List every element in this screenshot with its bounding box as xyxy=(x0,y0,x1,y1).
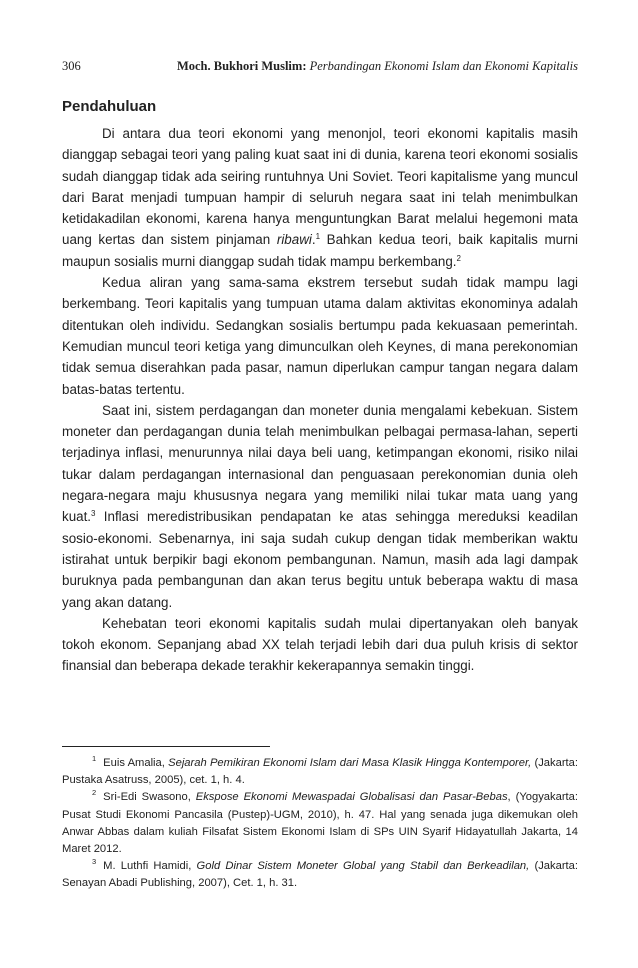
footnote-publication: (Jakarta: Pustaka Asatruss, 2005), cet. 1, h. 4. xyxy=(62,757,578,787)
footnote-author: Euis Amalia, xyxy=(103,757,169,769)
paragraph-4: Kehebatan teori ekonomi kapitalis sudah mulai dipertanyakan oleh banyak tokoh ekonom. Sepanjang abad XX telah terjadi lebih dari dua puluh krisis di sektor finansial dan beberapa dekade terakhir kekerapannya semakin tinggi. xyxy=(62,615,578,674)
footnote-divider xyxy=(62,746,270,747)
paragraph-1-period: . xyxy=(311,232,316,248)
paragraph-1 xyxy=(62,123,578,272)
footnote-title: Sejarah Pemikiran Ekonomi Islam dari Masa Klasik Hingga Kontemporer, xyxy=(168,757,532,769)
footnote-ref-3[interactable]: 3 xyxy=(91,509,96,519)
running-header xyxy=(62,59,578,77)
footnotes xyxy=(62,755,578,893)
paragraph-3 xyxy=(62,400,578,613)
paragraph-2: Kedua aliran yang sama-sama ekstrem tersebut sudah tidak mampu lagi berkembang. Teori kapitalis yang tumpuan utama dalam aktivitas ekonominya adalah ditentukan oleh individu. Sedangkan sosialis bertumpu pada kekuasaan pemerintah. Kemudian muncul teori ketiga yang dimunculkan oleh Keynes, di mana perekonomian tidak semua diserahkan pada pasar, namun diperlukan campur tangan negara dalam batas-batas tertentu. xyxy=(62,275,578,397)
footnote-number: 2 xyxy=(92,788,97,798)
term-ribawi: ribawi xyxy=(276,232,312,248)
footnote-number: 1 xyxy=(92,754,97,763)
footnote-title: Ekspose Ekonomi Mewaspadai Globalisasi dan Pasar-Bebas xyxy=(195,791,508,804)
header-article-title: Perbandingan Ekonomi Islam dan Ekonomi Kapitalis xyxy=(309,59,578,73)
paragraph-3-text: Saat ini, sistem perdagangan dan moneter dunia mengalami kebekuan. Sistem moneter dan perdagangan dunia telah menimbulkan pelbagai permasa-lahan, seperti terjadinya inflasi, menurunnya nilai daya beli uang, ketimpangan ekonomi, risiko nilai tukar dalam perdagangan internasional dan penguasaan perekonomian dunia oleh negara-negara maju khususnya negara yang memiliki nilai tukar mata uang yang kuat. xyxy=(62,402,578,525)
paragraph-3-text-cont: Inflasi meredistribusikan pendapatan ke atas sehingga mereduksi keadilan sosio-ekonomi. Sebenarnya, ini saja sudah cukup dengan tidak memberikan waktu istirahat untuk berpikir bagi ekonom pembangunan. Namun, masih ada lagi dampak buruknya pada pembangunan dan akan terus begitu untuk beberapa waktu di masa yang akan datang. xyxy=(62,509,578,610)
footnote-ref-1[interactable]: 1 xyxy=(315,232,321,242)
footnote-author: Sri-Edi Swasono, xyxy=(103,791,196,804)
footnote-1 xyxy=(62,755,578,789)
header-author: Moch. Bukhori Muslim: xyxy=(176,59,307,73)
footnote-3 xyxy=(62,858,578,892)
footnote-title: Gold Dinar Sistem Moneter Global yang Stabil dan Berkeadilan, xyxy=(196,860,530,873)
paragraph-1-text-cont: Bahkan kedua teori, baik kapitalis murni maupun sosialis murni dianggap sudah tidak mampu berkembang. xyxy=(62,232,578,269)
footnote-publication: (Jakarta: Senayan Abadi Publishing, 2007), Cet. 1, h. 31. xyxy=(62,860,578,890)
footnote-publication: , (Yogyakarta: Pusat Studi Ekonomi Pancasila (Pustep)-UGM, 2010), h. 47. Hal yang senada juga dikemukan oleh Anwar Abbas dalam kuliah Filsafat Sistem Ekonomi Islam di SPs UIN Syarif Hidayatullah Jakarta, 14 Maret 2012. xyxy=(62,791,578,856)
page-number: 306 xyxy=(62,59,81,73)
footnote-author: M. Luthfi Hamidi, xyxy=(103,860,197,873)
footnote-number: 3 xyxy=(92,857,97,867)
section-heading: Pendahuluan xyxy=(62,98,157,115)
footnote-ref-2[interactable]: 2 xyxy=(456,253,461,263)
footnote-2 xyxy=(62,789,578,858)
paragraph-1-text: Di antara dua teori ekonomi yang menonjol, teori ekonomi kapitalis masih dianggap sebagai teori yang paling kuat saat ini di dunia, karena teori ekonomi sosialis sudah dianggap tidak ada seiring runtuhnya Uni Soviet. Teori kapitalisme yang muncul dari Barat menjadi tumpuan hampir di seluruh negara saat ini telah menimbulkan ketidakadilan ekonomi, karena hanya menguntungkan Barat melalui hegemoni mata uang kertas dan sistem pinjaman xyxy=(62,126,578,248)
running-title xyxy=(177,59,578,74)
body-text xyxy=(62,123,578,677)
